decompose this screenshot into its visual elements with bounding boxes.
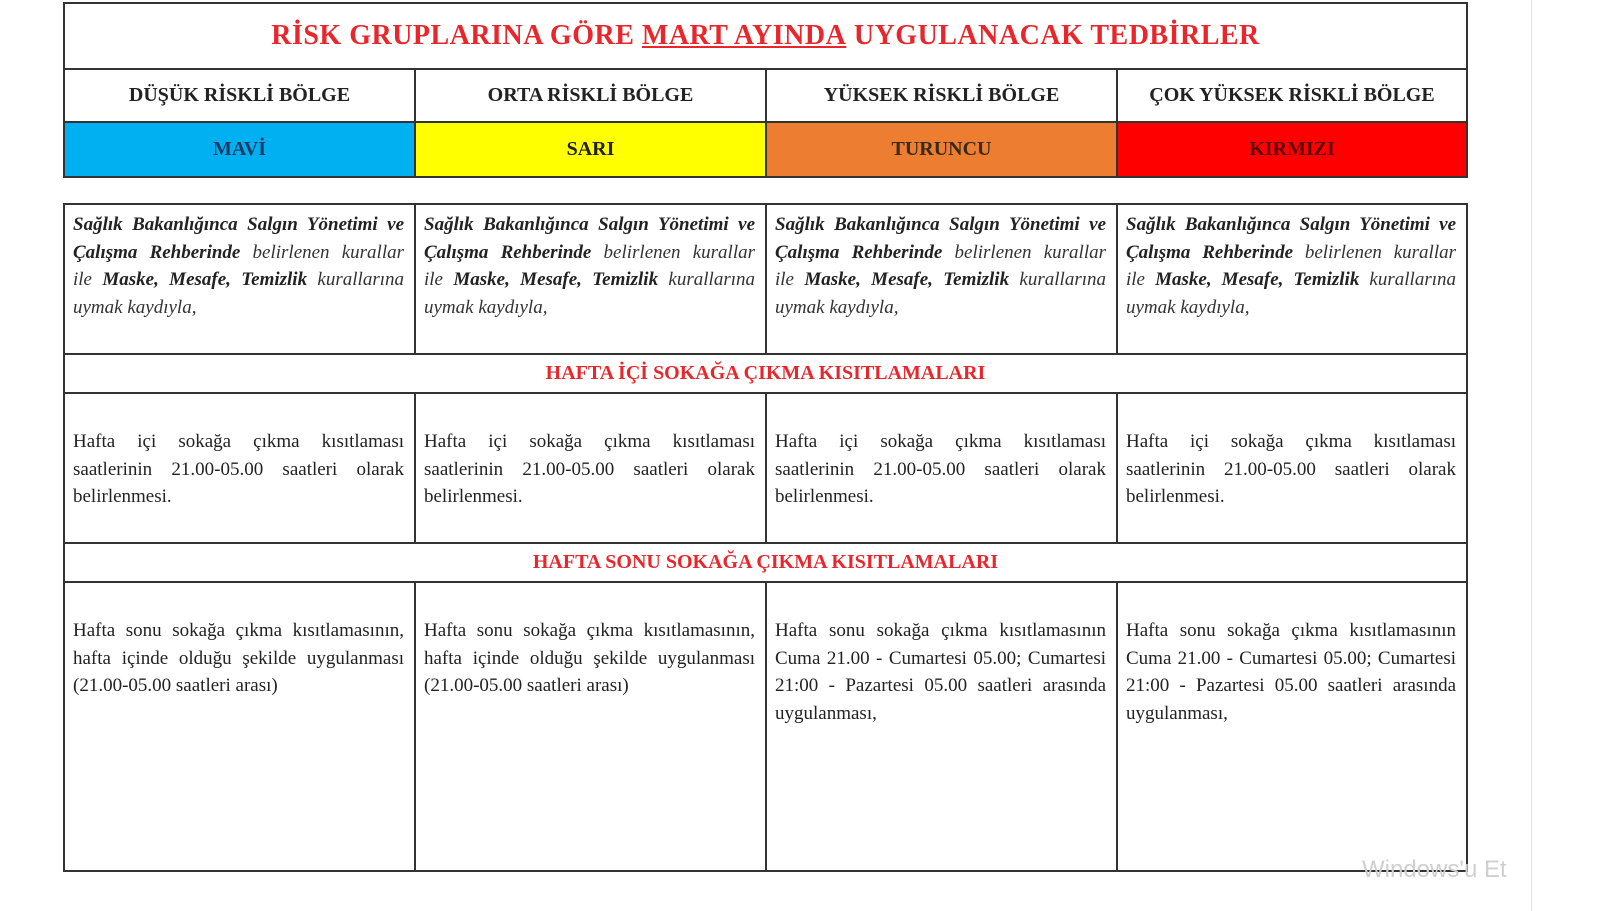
rules-bold-2: Maske, Mesafe, Temizlik <box>453 269 659 290</box>
rules-cell-medium <box>416 205 767 355</box>
weekend-cell-high <box>767 583 1118 870</box>
zone-color-blue: MAVİ <box>65 123 416 176</box>
weekend-cell-low <box>65 583 416 870</box>
rules-bold-1: Sağlık Bakanlığınca Salgın Yönetimi ve Çalışma Rehberinde <box>424 214 755 263</box>
zone-name-high: YÜKSEK RİSKLİ BÖLGE <box>767 70 1118 123</box>
weekend-cell-very-high <box>1118 583 1466 870</box>
rules-bold-1: Sağlık Bakanlığınca Salgın Yönetimi ve Çalışma Rehberinde <box>1126 214 1456 263</box>
weekend-section-heading: HAFTA SONU SOKAĞA ÇIKMA KISITLAMALARI <box>65 544 1466 583</box>
rules-bold-1: Sağlık Bakanlığınca Salgın Yönetimi ve Çalışma Rehberinde <box>73 214 404 263</box>
rules-cell-high <box>767 205 1118 355</box>
rules-text-2: kurallarına uymak kaydıyla, <box>775 269 1106 318</box>
general-rules-row <box>65 205 1466 355</box>
zone-color-orange: TURUNCU <box>767 123 1118 176</box>
zone-colors-row <box>65 123 1466 176</box>
rules-bold-1: Sağlık Bakanlığınca Salgın Yönetimi ve Çalışma Rehberinde <box>775 214 1106 263</box>
weekend-cell-medium <box>416 583 767 870</box>
rules-text-1: belirlenen kurallar ile <box>73 241 405 290</box>
risk-groups-header-table <box>63 2 1468 178</box>
title-month: MART AYINDA <box>641 20 847 51</box>
weekday-text: Hafta içi sokağa çıkma kısıtlaması saatlerinin 21.00-05.00 saatleri olarak belirlenmesi. <box>775 431 1106 507</box>
weekday-text: Hafta içi sokağa çıkma kısıtlaması saatlerinin 21.00-05.00 saatleri olarak belirlenmesi. <box>1126 431 1456 507</box>
title-part-1: RİSK GRUPLARINA GÖRE <box>271 20 642 51</box>
rules-text-1: belirlenen kurallar ile <box>424 241 756 290</box>
weekday-cell-medium <box>416 394 767 544</box>
rules-bold-2: Maske, Mesafe, Temizlik <box>1155 269 1360 290</box>
zone-name-medium: ORTA RİSKLİ BÖLGE <box>416 70 767 123</box>
rules-text-2: kurallarına uymak kaydıyla, <box>424 269 755 318</box>
zone-name-very-high: ÇOK YÜKSEK RİSKLİ BÖLGE <box>1118 70 1466 123</box>
rules-bold-2: Maske, Mesafe, Temizlik <box>804 269 1010 290</box>
zone-color-red: KIRMIZI <box>1118 123 1466 176</box>
rules-cell-low <box>65 205 416 355</box>
weekday-cell-very-high <box>1118 394 1466 544</box>
weekday-restrictions-row <box>65 394 1466 544</box>
rules-text-1: belirlenen kurallar ile <box>775 241 1107 290</box>
zone-name-low: DÜŞÜK RİSKLİ BÖLGE <box>65 70 416 123</box>
document-title <box>65 4 1466 70</box>
weekday-text: Hafta içi sokağa çıkma kısıtlaması saatlerinin 21.00-05.00 saatleri olarak belirlenmesi. <box>73 431 404 507</box>
windows-activation-watermark: Windows'u Et <box>1362 856 1507 883</box>
weekend-restrictions-row <box>65 583 1466 870</box>
rules-text-1: belirlenen kurallar ile <box>1126 241 1456 290</box>
rules-cell-very-high <box>1118 205 1466 355</box>
zone-names-row <box>65 70 1466 123</box>
title-part-2: UYGULANACAK TEDBİRLER <box>846 20 1260 51</box>
weekend-text: Hafta sonu sokağa çıkma kısıtlamasının, hafta içinde olduğu şekilde uygulanması (21.00-05.00 saatleri arası) <box>73 620 404 696</box>
weekend-text: Hafta sonu sokağa çıkma kısıtlamasının, hafta içinde olduğu şekilde uygulanması (21.00-05.00 saatleri arası) <box>424 620 755 696</box>
rules-text-2: kurallarına uymak kaydıyla, <box>73 269 404 318</box>
weekday-section-heading: HAFTA İÇİ SOKAĞA ÇIKMA KISITLAMALARI <box>65 355 1466 394</box>
zone-color-yellow: SARI <box>416 123 767 176</box>
measures-table <box>63 203 1468 872</box>
window-edge-divider <box>1531 0 1532 911</box>
weekday-cell-low <box>65 394 416 544</box>
document-page <box>63 2 1468 872</box>
rules-text-2: kurallarına uymak kaydıyla, <box>1126 269 1456 318</box>
rules-bold-2: Maske, Mesafe, Temizlik <box>102 269 308 290</box>
weekend-text: Hafta sonu sokağa çıkma kısıtlamasının Cuma 21.00 - Cumartesi 05.00; Cumartesi 21:00 - Pazartesi 05.00 saatleri arasında uygulanması, <box>1126 620 1456 724</box>
weekday-cell-high <box>767 394 1118 544</box>
weekday-text: Hafta içi sokağa çıkma kısıtlaması saatlerinin 21.00-05.00 saatleri olarak belirlenmesi. <box>424 431 755 507</box>
weekend-text: Hafta sonu sokağa çıkma kısıtlamasının Cuma 21.00 - Cumartesi 05.00; Cumartesi 21:00 - Pazartesi 05.00 saatleri arasında uygulanması, <box>775 620 1106 724</box>
